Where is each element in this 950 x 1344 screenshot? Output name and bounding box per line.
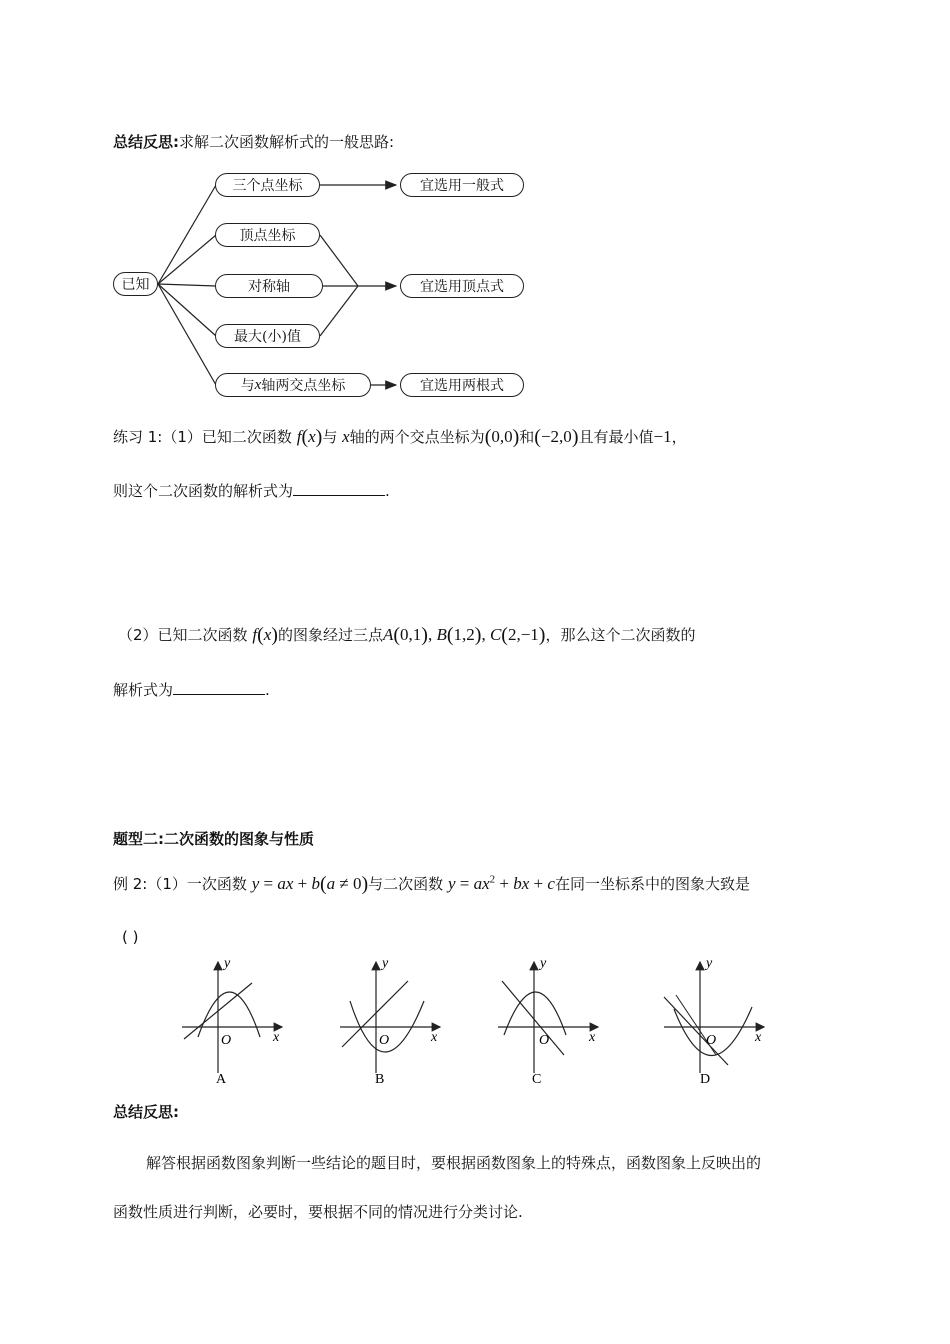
example2-text-b: 与二次函数 xyxy=(368,875,444,893)
answer-blank-2[interactable] xyxy=(173,680,265,695)
ex2-period: . xyxy=(265,681,270,699)
summary2-line1: 解答根据函数图象判断一些结论的题目时，要根据函数图象上的特殊点，函数图象上反映出的 xyxy=(146,1154,762,1172)
graph-a-x-label: x xyxy=(273,1030,280,1045)
merge-line-3 xyxy=(320,286,358,336)
node-known: 已知 xyxy=(113,272,158,296)
graph-a-parabola xyxy=(198,992,260,1037)
ex2-line2-text: 解析式为 xyxy=(113,681,174,699)
ex1-text-d: 和 xyxy=(519,428,535,446)
node-x-intercepts-var: x xyxy=(254,376,262,393)
graph-option-d[interactable] xyxy=(664,956,764,1087)
ex1-text-e: 且有最小值 xyxy=(578,428,654,446)
example2-text-c: 在同一坐标系中的图象大致是 xyxy=(554,875,750,893)
summary1-text: 求解二次函数解析式的一般思路: xyxy=(179,133,395,151)
ex1-period: . xyxy=(385,482,390,500)
example2-text-a: 例 2:（1）一次函数 xyxy=(113,875,247,893)
ex2-text-a: （2）已知二次函数 xyxy=(118,626,248,644)
example2-line1: 例 2:（1）一次函数 y = ax + b(a ≠ 0)与二次函数 $y = ax^2$ + bx + c在同一坐标系中的图象大致是 xyxy=(113,873,750,895)
graph-d-origin-label: O xyxy=(706,1033,717,1048)
node-x-intercepts-suffix: 轴两交点坐标 xyxy=(261,378,346,394)
graph-d-line xyxy=(664,997,728,1065)
node-vertex-form: 宜选用顶点式 xyxy=(400,274,524,298)
graph-option-a[interactable] xyxy=(182,956,282,1087)
branch-line-3 xyxy=(158,284,216,286)
ex2-text-c: ，那么这个二次函数的 xyxy=(545,626,696,644)
exercise1-part2-line2 xyxy=(113,679,270,700)
graph-c-x-label: x xyxy=(589,1030,596,1045)
ex1-line2-text: 则这个二次函数的解析式为 xyxy=(113,482,294,500)
graph-b-origin-label: O xyxy=(379,1033,390,1048)
branch-line-4 xyxy=(158,284,216,336)
graph-b-x-label: x xyxy=(431,1030,438,1045)
graph-options xyxy=(170,955,790,1090)
node-roots-form: 宜选用两根式 xyxy=(400,373,524,397)
flow-diagram-lines xyxy=(0,0,950,420)
graph-c-y-label: y xyxy=(540,956,547,971)
answer-blank-1[interactable] xyxy=(293,481,385,496)
node-max-min: 最大(小)值 xyxy=(215,324,320,348)
node-three-points: 三个点坐标 xyxy=(215,173,320,197)
ex1-text-c: 轴的两个交点坐标为 xyxy=(349,428,485,446)
branch-line-2 xyxy=(158,235,216,284)
graph-c-origin-label: O xyxy=(539,1033,550,1048)
type2-heading: 题型二:二次函数的图象与性质 xyxy=(113,830,314,848)
graph-c-option-label: C xyxy=(532,1072,542,1087)
exercise1-part2-line1: （2）已知二次函数 f(x)的图象经过三点A(0,1), B(1,2), C(2,−1)，那么这个二次函数的 xyxy=(118,624,696,646)
merge-line-1 xyxy=(320,235,358,286)
exercise1-part1-line1: 练习 1:（1）已知二次函数 f(x)与 x轴的两个交点坐标为(0,0)和(−2,0)且有最小值−1， xyxy=(113,426,687,448)
graph-d-x-label: x xyxy=(755,1030,762,1045)
node-general-form: 宜选用一般式 xyxy=(400,173,524,197)
graph-c-parabola xyxy=(504,992,566,1035)
node-x-intercepts xyxy=(215,373,371,397)
example2-answer-bracket[interactable]: ( ) xyxy=(122,928,139,946)
summary1-heading: 总结反思: xyxy=(113,133,179,151)
graph-option-b[interactable] xyxy=(340,956,440,1087)
graph-a-origin-label: O xyxy=(221,1033,232,1048)
ex1-text-a: 练习 1:（1）已知二次函数 xyxy=(113,428,292,446)
branch-line-5 xyxy=(158,284,216,385)
graph-d-option-label: D xyxy=(700,1072,711,1087)
node-x-intercepts-prefix: 与 xyxy=(240,378,255,394)
graph-d-y-label: y xyxy=(706,956,713,971)
exercise1-part1-line2 xyxy=(113,480,390,501)
summary2-line2: 函数性质进行判断，必要时，要根据不同的情况进行分类讨论. xyxy=(113,1203,523,1221)
graph-a-y-label: y xyxy=(224,956,231,971)
node-vertex-coords: 顶点坐标 xyxy=(215,223,320,247)
summary2-heading: 总结反思: xyxy=(113,1103,179,1121)
ex1-text-f: ， xyxy=(671,428,687,446)
graph-b-option-label: B xyxy=(375,1072,385,1087)
node-axis-symmetry: 对称轴 xyxy=(215,274,323,298)
ex2-text-b: 的图象经过三点 xyxy=(277,626,383,644)
graph-a-option-label: A xyxy=(216,1072,227,1087)
graph-option-c[interactable] xyxy=(498,956,598,1087)
ex1-text-b: 与 xyxy=(322,428,338,446)
branch-line-1 xyxy=(158,185,216,284)
graph-b-y-label: y xyxy=(382,956,389,971)
graph-b-line xyxy=(342,981,408,1047)
